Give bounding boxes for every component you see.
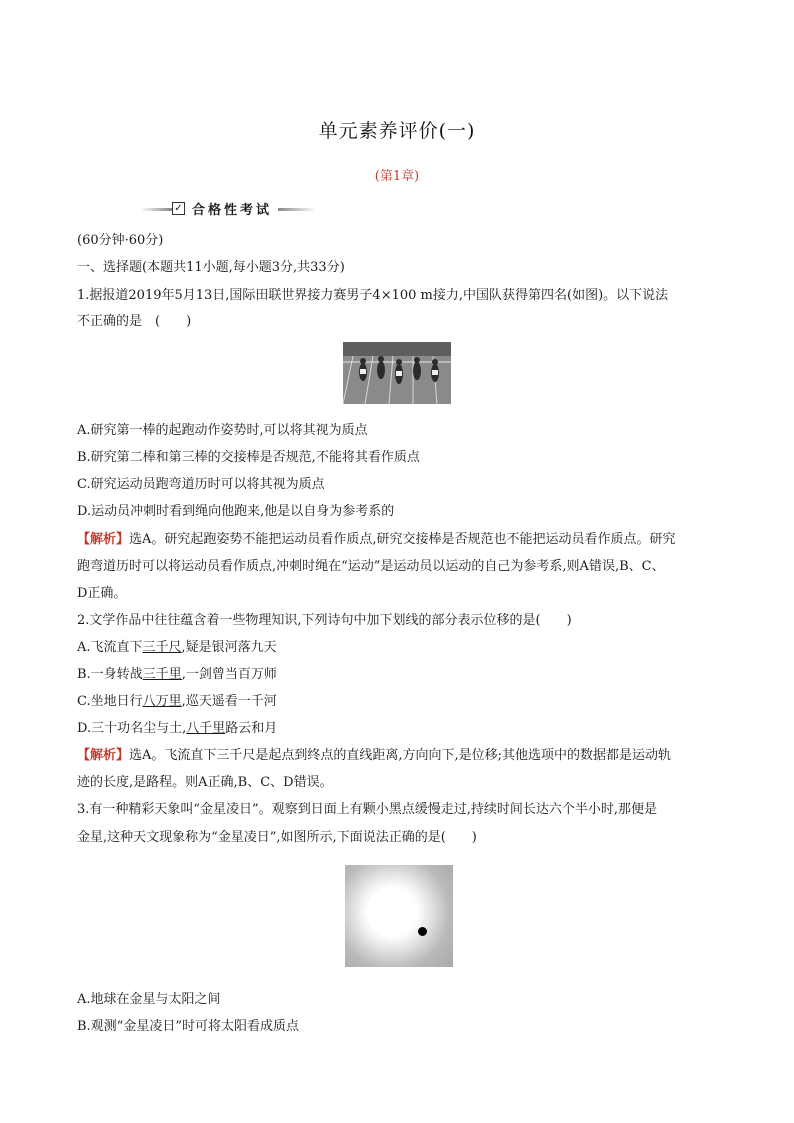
q3-stem-line2: 金星,这种天文现象称为“金星凌日”,如图所示,下面说法正确的是( ) (77, 830, 477, 845)
check-box-icon: ✓ (172, 202, 185, 215)
q2-option-d-underlined: 八千里 (186, 721, 226, 736)
time-info: (60分钟·60分) (77, 233, 164, 248)
q2-option-c-underlined: 八万里 (142, 694, 182, 709)
relay-race-illustration (343, 342, 451, 404)
venus-transit-figure (345, 865, 453, 967)
q3-option-a: A.地球在金星与太阳之间 (77, 992, 221, 1007)
venus-dot (418, 927, 427, 936)
q2-option-c-post: ,巡天遥看一千河 (181, 694, 277, 709)
q2-option-d-pre: D.三十功名尘与土, (77, 721, 187, 736)
q2-analysis-line1 (77, 747, 671, 765)
q1-option-b: B.研究第二棒和第三棒的交接棒是否规范,不能将其看作质点 (77, 450, 420, 465)
q1-analysis-label: 【解析】 (77, 532, 130, 547)
relay-race-photo (343, 342, 451, 404)
q2-analysis-line2: 迹的长度,是路程。则A正确,B、C、D错误。 (77, 775, 333, 790)
section-label: 合格性考试 (192, 203, 273, 218)
q1-analysis-text1: 选A。研究起跑姿势不能把运动员看作质点,研究交接棒是否规范也不能把运动员看作质点。研究 (129, 532, 676, 547)
part-heading: 一、选择题(本题共11小题,每小题3分,共33分) (77, 260, 345, 275)
q2-option-d-post: 路云和月 (225, 721, 278, 736)
q1-option-c: C.研究运动员跑弯道历时可以将其视为质点 (77, 477, 325, 492)
q1-stem-line2: 不正确的是 ( ) (77, 314, 192, 329)
chapter-subtitle: (第1章) (374, 169, 420, 184)
q1-option-a: A.研究第一棒的起跑动作姿势时,可以将其视为质点 (77, 423, 368, 438)
q2-option-a-post: ,疑是银河落九天 (181, 640, 277, 655)
q2-analysis-text1: 选A。飞流直下三千尺是起点到终点的直线距离,方向向下,是位移;其他选项中的数据都是运动轨 (129, 748, 672, 763)
page-title: 单元素养评价(一) (318, 120, 476, 142)
q2-analysis-label: 【解析】 (77, 748, 130, 763)
q2-option-c-pre: C.坐地日行 (77, 694, 143, 709)
q2-option-a (77, 639, 277, 657)
q2-option-b-underlined: 三千里 (142, 667, 182, 682)
q2-option-b (77, 666, 277, 684)
q2-option-c (77, 693, 277, 711)
banner-line-left (140, 208, 172, 211)
q3-stem-line1: 3.有一种精彩天象叫“金星凌日”。观察到日面上有颗小黑点缓慢走过,持续时间长达六个半小时,那便是 (77, 802, 657, 817)
q1-analysis-line1 (77, 531, 676, 549)
q1-analysis-line2: 跑弯道历时可以将运动员看作质点,冲刺时绳在“运动”是运动员以运动的自己为参考系,则A错误,B、C、 (77, 559, 665, 574)
q1-analysis-line3: D正确。 (77, 586, 127, 601)
q3-option-b: B.观测“金星凌日”时可将太阳看成质点 (77, 1019, 299, 1034)
q1-stem-line1: 1.据报道2019年5月13日,国际田联世界接力赛男子4×100 m接力,中国队获得第四名(如图)。以下说法 (77, 288, 669, 303)
section-banner (140, 199, 320, 219)
q2-option-b-pre: B.一身转战 (77, 667, 143, 682)
banner-line-right (278, 208, 316, 211)
q1-option-d: D.运动员冲刺时看到绳向他跑来,他是以自身为参考系的 (77, 504, 395, 519)
q2-option-a-pre: A.飞流直下 (77, 640, 143, 655)
q2-option-d (77, 720, 277, 738)
q2-option-b-post: ,一剑曾当百万师 (181, 667, 277, 682)
q2-stem: 2.文学作品中往往蕴含着一些物理知识,下列诗句中加下划线的部分表示位移的是( ) (77, 613, 572, 628)
q2-option-a-underlined: 三千尺 (142, 640, 182, 655)
